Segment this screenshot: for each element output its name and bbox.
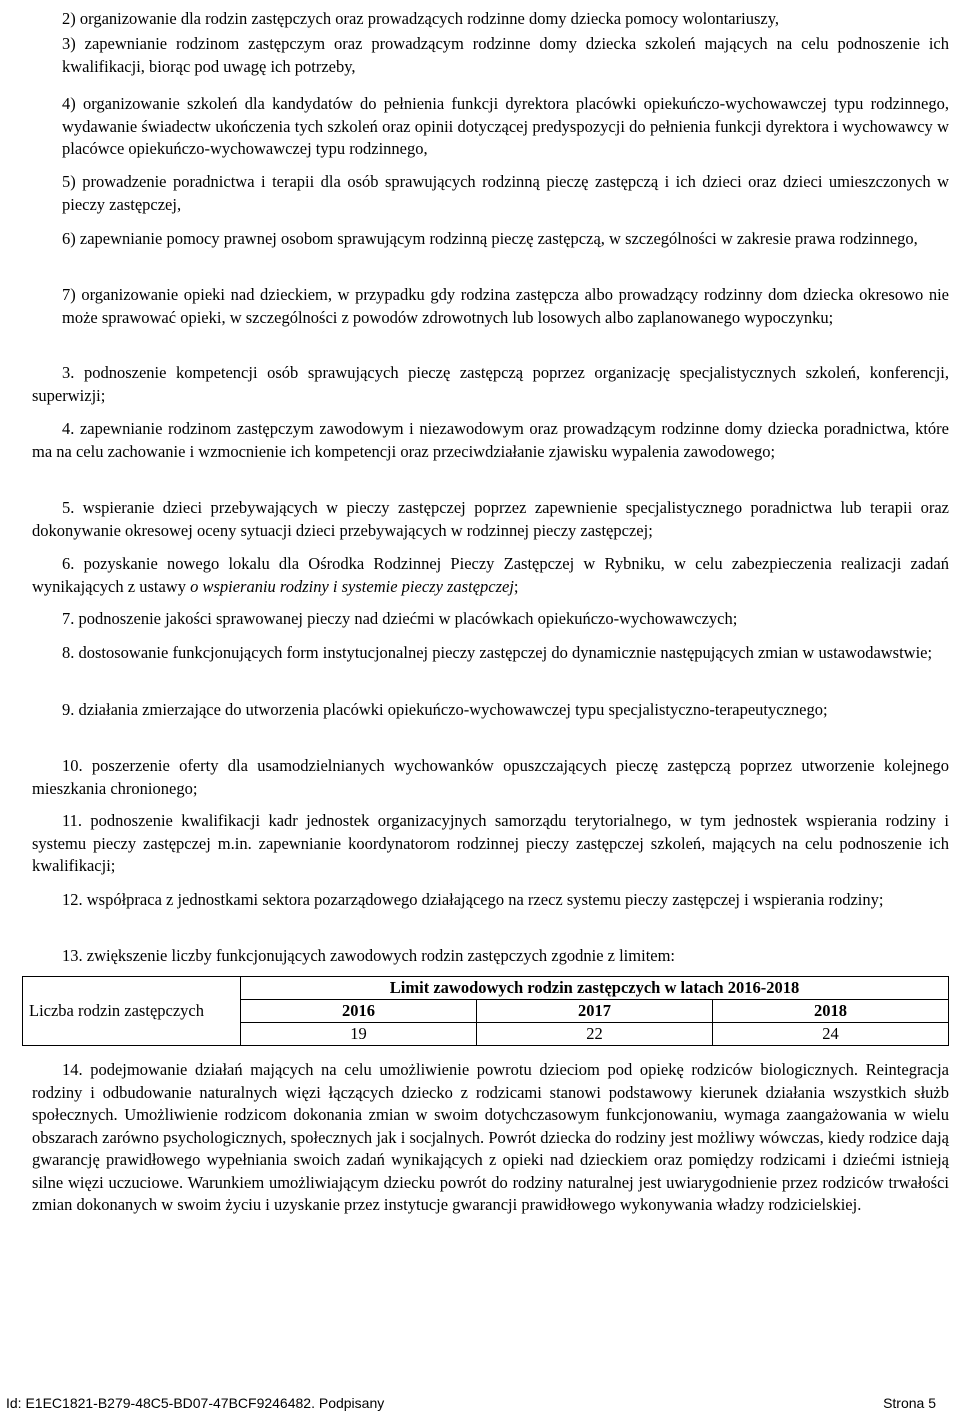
numbered-item: 11. podnoszenie kwalifikacji kadr jednostek organizacyjnych samorządu terytorialnego, w tym jednostek wspierania rodziny i systemu pieczy zastępczej m.in. zapewnianie koordynatorom rodzinnej pieczy zastępczej szkoleń, mających na celu podnoszenie ich kwalifikacji; <box>32 811 949 875</box>
value-2016: 19 <box>241 1023 477 1046</box>
list-item <box>62 33 949 78</box>
numbered-item: 5. wspieranie dzieci przebywających w pieczy zastępczej poprzez zapewnienie specjalistycznego poradnictwa lub terapii oraz dokonywanie okresowej oceny sytuacji dzieci przebywających w rodzinnej pieczy zastępczej; <box>32 498 949 540</box>
numbered-item: 12. współpraca z jednostkami sektora pozarządowego działającego na rzecz systemu pieczy zastępczej i wspierania rodziny; <box>62 890 884 909</box>
document-page <box>29 0 949 1412</box>
numbered-item: 14. podejmowanie działań mających na celu umożliwienie powrotu dzieciom pod opiekę rodziców biologicznych. Reintegracja rodziny i odbudowanie naturalnych więzi łączących dziecko z rodzicami stanowi podstawowy kierunek działania wszystkich służb społecznych. Umożliwienie rodzicom dokonania zmian w swoim dotychczasowym funkcjonowaniu, wymaga zaangażowania w wielu obszarach zarówno psychologicznych, społecznych jak i socjalnych. Powrót dziecka do rodziny jest możliwy wówczas, kiedy rodzice dają gwarancję prawidłowego wypełniania swoich zadań wynikających z opieki nad dzieckiem oraz pomiędzy rodzicami i dziećmi istnieją silne więzi uczuciowe. Warunkiem umożliwiającym dziecku powrót do rodziny naturalnej jest uwiarygodnienie przez rodziców trwałości zmian dokonanych w swoim życiu i uzyskanie przez instytucje gwarancji prawidłowego wykonywania władzy rodzicielskiej. <box>32 1060 949 1214</box>
page-number: Strona 5 <box>883 1395 936 1411</box>
value-2018: 24 <box>712 1023 948 1046</box>
list-item: 7) organizowanie opieki nad dzieckiem, w przypadku gdy rodzina zastępcza albo prowadzący rodzinny dom dziecka okresowo nie może sprawować opieki, w szczególności z powodów zdrowotnych lub losowych albo zaplanowanego wypoczynku; <box>62 285 949 327</box>
list-item: 5) prowadzenie poradnictwa i terapii dla osób sprawujących rodzinną pieczę zastępczą i ich dzieci oraz dzieci umieszczonych w pieczy zastępczej, <box>62 172 949 214</box>
value-2017: 22 <box>476 1023 712 1046</box>
numbered-item: 3. podnoszenie kompetencji osób sprawujących pieczę zastępczą poprzez organizację specjalistycznych szkoleń, konferencji, superwizji; <box>32 363 949 405</box>
item-tail: ; <box>513 576 519 596</box>
list-item: 4) organizowanie szkoleń dla kandydatów do pełnienia funkcji dyrektora placówki opiekuńczo-wychowawczej typu rodzinnego, wydawanie świadectw ukończenia tych szkoleń oraz opinii dotyczącej predyspozycji do pełnienia funkcji dyrektora i wychowawcy w placówce opiekuńczo-wychowawczej typu rodzinnego, <box>62 94 949 158</box>
numbered-item <box>32 553 949 598</box>
item-text: 6. pozyskanie nowego lokalu dla Ośrodka Rodzinnej Pieczy Zastępczej w Rybniku, w celu zabezpieczenia realizacji zadań wynikających z ustawy <box>32 554 949 596</box>
year-2017: 2017 <box>476 1000 712 1023</box>
page-footer <box>0 1390 960 1410</box>
list-item: 6) zapewnianie pomocy prawnej osobom sprawującym rodzinną pieczę zastępczą, w szczególności w zakresie prawa rodzinnego, <box>62 229 918 248</box>
act-title: o wspieraniu rodziny i systemie pieczy zastępczej <box>190 576 514 596</box>
numbered-item: 4. zapewnianie rodzinom zastępczym zawodowym i niezawodowym oraz prowadzącym rodzinne domy dziecka poradnictwa, które ma na celu zachowanie i wzmocnienie ich kompetencji oraz przeciwdziałanie zjawisku wypalenia zawodowego; <box>32 419 949 461</box>
year-2018: 2018 <box>712 1000 948 1023</box>
numbered-item: 7. podnoszenie jakości sprawowanej pieczy nad dziećmi w placówkach opiekuńczo-wychowawczych; <box>62 609 738 628</box>
document-id: Id: E1EC1821-B279-48C5-BD07-47BCF9246482. Podpisany <box>6 1395 385 1411</box>
numbered-item: 9. działania zmierzające do utworzenia placówki opiekuńczo-wychowawczej typu specjalistyczno-terapeutycznego; <box>62 700 828 719</box>
numbered-item: 10. poszerzenie oferty dla usamodzielnianych wychowanków opuszczających pieczę zastępczą poprzez utworzenie kolejnego mieszkania chronionego; <box>32 756 949 798</box>
numbered-item: 13. zwiększenie liczby funkcjonujących zawodowych rodzin zastępczych zgodnie z limitem: <box>62 946 676 965</box>
list-item: 2) organizowanie dla rodzin zastępczych oraz prowadzących rodzinne domy dziecka pomocy wolontariuszy, <box>62 9 780 28</box>
numbered-item: 8. dostosowanie funkcjonujących form instytucjonalnej pieczy zastępczej do dynamicznie następujących zmian w ustawodawstwie; <box>62 643 933 662</box>
limit-table <box>22 976 949 1046</box>
year-2016: 2016 <box>241 1000 477 1023</box>
table-row-label: Liczba rodzin zastępczych <box>23 977 241 1046</box>
list-item-text: 3) zapewnianie rodzinom zastępczym oraz prowadzącym rodzinne domy dziecka szkoleń mających na celu podnoszenie ich kwalifikacji, biorąc pod uwagę ich potrzeby, <box>62 34 949 76</box>
table-title: Limit zawodowych rodzin zastępczych w latach 2016-2018 <box>241 977 949 1000</box>
